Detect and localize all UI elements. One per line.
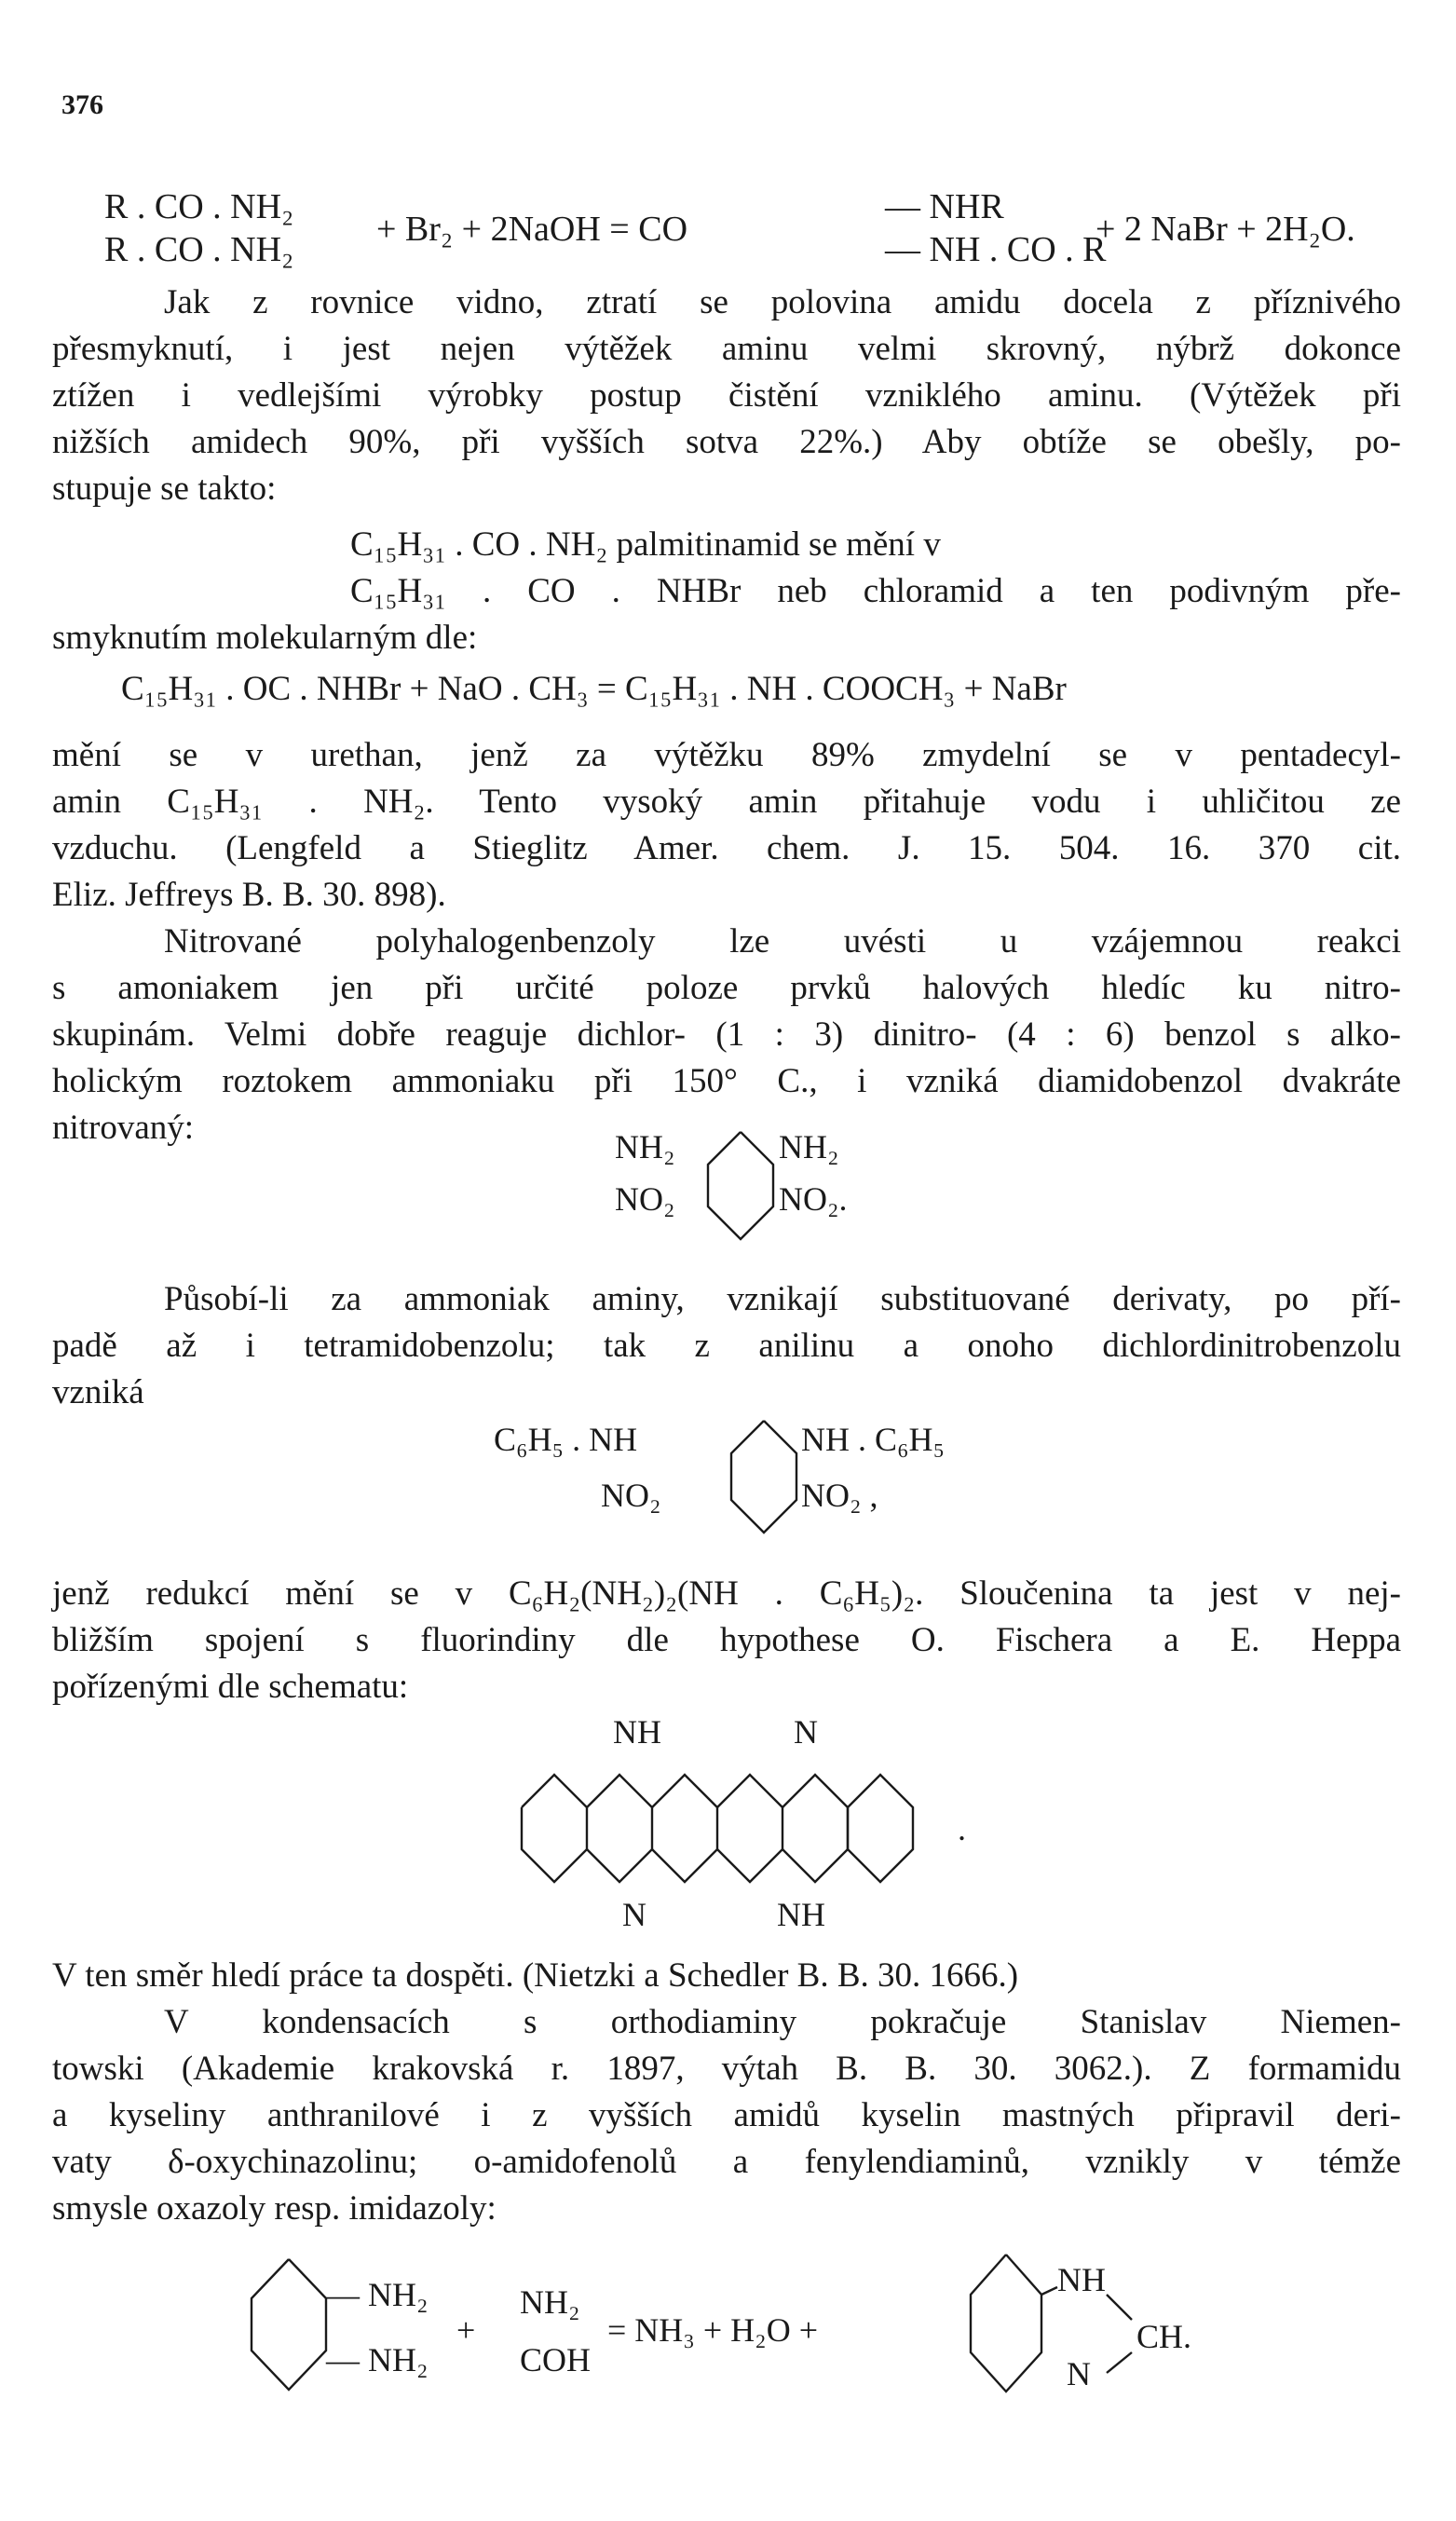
text-line: V kondensacích s orthodiaminy pokračuje Stanislav Niemen- bbox=[164, 2003, 1401, 2041]
page-number: 376 bbox=[61, 89, 103, 120]
eq1-right-bottom: — NH . CO . R bbox=[885, 230, 1107, 269]
label-products: = NH₃ + H₂O + bbox=[607, 2311, 819, 2349]
benzene-ring-left bbox=[252, 2259, 326, 2390]
text-line: ztížen i vedlejšími výrobky postup čistění vzniklého aminu. (Výtěžek při bbox=[52, 376, 1401, 415]
eq1-left-bottom: R . CO . NH₂ bbox=[104, 230, 294, 269]
text-line: holickým roztokem ammoniaku při 150° C., i vzniká diamidobenzol dvakráte bbox=[52, 1062, 1401, 1100]
bond bbox=[1041, 2287, 1057, 2295]
text-line: Jak z rovnice vidno, ztratí se polovina amidu docela z příznivého bbox=[164, 283, 1401, 321]
ring-3 bbox=[652, 1775, 717, 1882]
text-line: C₁₅H₃₁ . CO . NH₂ palmitinamid se mění v bbox=[350, 525, 941, 564]
text-line: a kyseliny anthranilové i z vyšších amidů kyselin mastných připravil deri- bbox=[52, 2096, 1401, 2134]
text-line: vaty δ-oxychinazolinu; o-amidofenolů a fenylendiaminů, vznikly v témže bbox=[52, 2143, 1401, 2181]
label-formamide-coh: COH bbox=[520, 2341, 592, 2378]
text-line: bližším spojení s fluorindiny dle hypothese O. Fischera a E. Heppa bbox=[52, 1621, 1401, 1659]
text-line: nitrovaný: bbox=[52, 1109, 195, 1147]
label-nh2-right: NH₂ bbox=[779, 1128, 839, 1165]
structure-diamino-dinitrobenzene bbox=[596, 1113, 894, 1262]
ring-5 bbox=[782, 1775, 848, 1882]
label-no2-left: NO₂ bbox=[601, 1477, 661, 1514]
text-line: C₁₅H₃₁ . CO . NHBr neb chloramid a ten podivným pře- bbox=[350, 572, 1401, 610]
text-line: V ten směr hledí práce ta dospěti. (Nietzki a Schedler B. B. 30. 1666.) bbox=[52, 1956, 1019, 1995]
text-line: towski (Akademie krakovská r. 1897, výtah B. B. 30. 3062.). Z formamidu bbox=[52, 2050, 1401, 2088]
text-line: smysle oxazoly resp. imidazoly: bbox=[52, 2189, 497, 2228]
label-ch: CH. bbox=[1136, 2318, 1192, 2355]
equation-imidazole bbox=[224, 2231, 1248, 2418]
paragraph-fluorindine bbox=[52, 1571, 1401, 1710]
label-nh2-bottom: — NH₂ bbox=[326, 2341, 429, 2378]
label-nh-top: NH bbox=[613, 1713, 661, 1751]
paragraph-amines bbox=[52, 1276, 1401, 1416]
label-plus: + bbox=[456, 2311, 476, 2349]
eq1-tail: + 2 NaBr + 2H₂O. bbox=[1095, 210, 1355, 249]
text-line: s amoniakem jen při určité poloze prvků halových hledíc ku nitro- bbox=[52, 969, 1401, 1007]
ring-4 bbox=[717, 1775, 782, 1882]
text-line: pořízenými dle schematu: bbox=[52, 1668, 409, 1706]
label-anilino-right: NH . C₆H₅ bbox=[801, 1421, 946, 1458]
text-line: Působí-li za ammoniak aminy, vznikají substituované derivaty, po pří- bbox=[164, 1280, 1401, 1318]
text-line: nižších amidech 90%, při vyšších sotva 22%.) Aby obtíže se obešly, po- bbox=[52, 423, 1401, 461]
text-line: přesmyknutí, i jest nejen výtěžek aminu velmi skrovný, nýbrž dokonce bbox=[52, 330, 1401, 368]
label-nh2-left: NH₂ bbox=[615, 1128, 675, 1165]
text-line: vzduchu. (Lengfeld a Stieglitz Amer. chem. J. 15. 504. 16. 370 cit. bbox=[52, 829, 1401, 867]
structure-fluorindine-scheme bbox=[503, 1710, 987, 1942]
paragraph-pentadecylamine bbox=[52, 732, 1401, 919]
eq1-middle: + Br₂ + 2NaOH = CO bbox=[376, 210, 688, 249]
bond bbox=[1107, 2295, 1132, 2320]
text-line: padě až i tetramidobenzolu; tak z anilinu a onoho dichlordinitrobenzolu bbox=[52, 1327, 1401, 1365]
benzene-ring bbox=[731, 1421, 796, 1533]
benzene-ring bbox=[708, 1132, 773, 1239]
text-line: mění se v urethan, jenž za výtěžku 89% zmydelní se v pentadecyl- bbox=[52, 736, 1401, 774]
label-formamide-nh2: NH₂ bbox=[520, 2283, 580, 2321]
equation-amide-rearrangement bbox=[104, 186, 1408, 272]
label-no2-left: NO₂ bbox=[615, 1180, 675, 1218]
paragraph-condensation bbox=[52, 1953, 1401, 2232]
label-n-bottom: N bbox=[622, 1896, 646, 1933]
paragraph-palmitinamide bbox=[52, 522, 1401, 661]
benzene-ring-right bbox=[971, 2255, 1041, 2392]
eq1-left-top: R . CO . NH₂ bbox=[104, 187, 294, 226]
text-line: stupuje se takto: bbox=[52, 470, 277, 508]
label-nh: NH bbox=[1057, 2261, 1106, 2298]
paragraph-yield bbox=[52, 279, 1401, 512]
text-line: amin C₁₅H₃₁ . NH₂. Tento vysoký amin přitahuje vodu i uhličitou ze bbox=[52, 783, 1401, 821]
text-line: skupinám. Velmi dobře reaguje dichlor- (1 : 3) dinitro- (4 : 6) benzol s alko- bbox=[52, 1015, 1401, 1054]
label-n-top: N bbox=[794, 1713, 818, 1751]
label-dot: . bbox=[958, 1810, 966, 1847]
ring-6 bbox=[848, 1775, 913, 1882]
eq1-right-top: — NHR bbox=[885, 187, 1004, 226]
text-line: jenž redukcí mění se v C₆H₂(NH₂)₂(NH . C₆H₅)₂. Sloučenina ta jest v nej- bbox=[52, 1574, 1401, 1613]
text-line: smyknutím molekularným dle: bbox=[52, 619, 478, 657]
text-line: Eliz. Jeffreys B. B. 30. 898). bbox=[52, 876, 446, 914]
label-anilino-left: C₆H₅ . NH bbox=[494, 1421, 638, 1458]
ring-2 bbox=[587, 1775, 652, 1882]
label-nh-bottom: NH bbox=[777, 1896, 825, 1933]
ring-1 bbox=[522, 1775, 587, 1882]
label-n: N bbox=[1067, 2355, 1091, 2392]
label-no2-right: NO₂. bbox=[779, 1180, 848, 1218]
text-line: vzniká bbox=[52, 1373, 144, 1411]
text-line: Nitrované polyhalogenbenzoly lze uvésti u vzájemnou reakci bbox=[164, 922, 1401, 961]
equation-urethan: C₁₅H₃₁ . OC . NHBr + NaO . CH₃ = C₁₅H₃₁ . NH . COOCH₃ + NaBr bbox=[121, 670, 1067, 708]
label-no2-right: NO₂ , bbox=[801, 1477, 878, 1514]
label-nh2-top: — NH₂ bbox=[326, 2276, 429, 2313]
structure-dianilino-dinitrobenzene bbox=[494, 1402, 978, 1560]
bond bbox=[1107, 2352, 1132, 2373]
